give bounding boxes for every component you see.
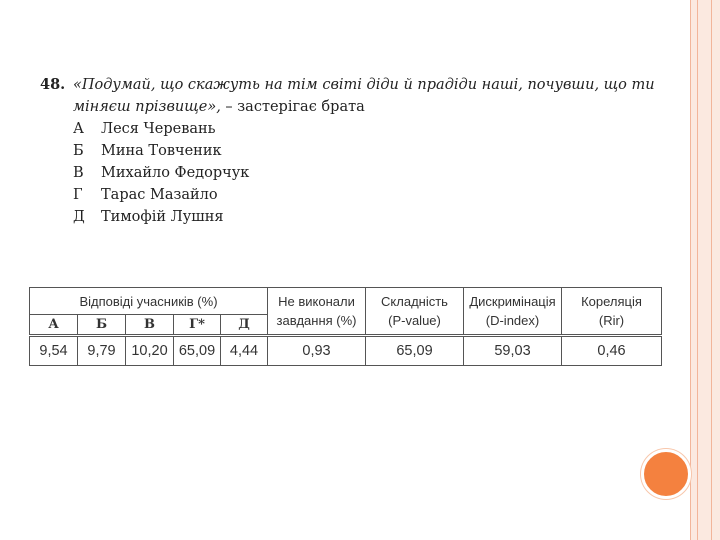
header-discrimination: Дискримінація (D-index)	[464, 288, 562, 336]
option-text: Михайло Федорчук	[101, 165, 250, 181]
option-text: Тарас Мазайло	[101, 187, 218, 203]
header-difficulty: Складність (P-value)	[366, 288, 464, 336]
header-not-done: Не виконали завдання (%)	[268, 288, 366, 336]
question-quote: «Подумай, що скажуть на тім світі діди й прадіди наші, почувши, що ти міняєш прізвище»,	[73, 77, 655, 115]
answer-option	[73, 206, 685, 228]
question-text	[73, 74, 685, 118]
frame-line	[711, 0, 712, 540]
answer-options	[73, 118, 685, 228]
question-number: 48.	[40, 76, 66, 93]
decorative-orange-circle	[641, 449, 691, 499]
table-cell: 65,09	[174, 336, 221, 366]
table-cell: 9,79	[78, 336, 126, 366]
option-letter: Б	[73, 143, 84, 159]
header-correlation: Кореляція (Rir)	[562, 288, 662, 336]
column-letter: А	[30, 315, 78, 336]
answer-option	[73, 162, 685, 184]
option-letter: В	[73, 165, 84, 181]
table-cell: 9,54	[30, 336, 78, 366]
frame-line	[697, 0, 698, 540]
answer-option	[73, 118, 685, 140]
question-block	[40, 74, 685, 228]
table-cell: 4,44	[221, 336, 268, 366]
table-cell: 65,09	[366, 336, 464, 366]
option-letter: Д	[73, 209, 85, 225]
option-text: Тимофій Лушня	[101, 209, 224, 225]
answer-option	[73, 140, 685, 162]
statistics-table	[29, 287, 662, 366]
column-letter: Б	[78, 315, 126, 336]
question-tail: – застерігає брата	[220, 99, 365, 115]
column-letter: Г*	[174, 315, 221, 336]
column-letter: В	[126, 315, 174, 336]
table-cell: 10,20	[126, 336, 174, 366]
column-letter: Д	[221, 315, 268, 336]
option-letter: Г	[73, 187, 83, 203]
table-cell: 59,03	[464, 336, 562, 366]
table-cell: 0,46	[562, 336, 662, 366]
option-text: Леся Черевань	[101, 121, 216, 137]
option-letter: А	[73, 121, 84, 137]
table-cell: 0,93	[268, 336, 366, 366]
answers-group-header: Відповіді учасників (%)	[30, 288, 268, 315]
decorative-frame-band	[691, 0, 720, 540]
answer-option	[73, 184, 685, 206]
option-text: Мина Товченик	[101, 143, 222, 159]
frame-line	[690, 0, 691, 540]
